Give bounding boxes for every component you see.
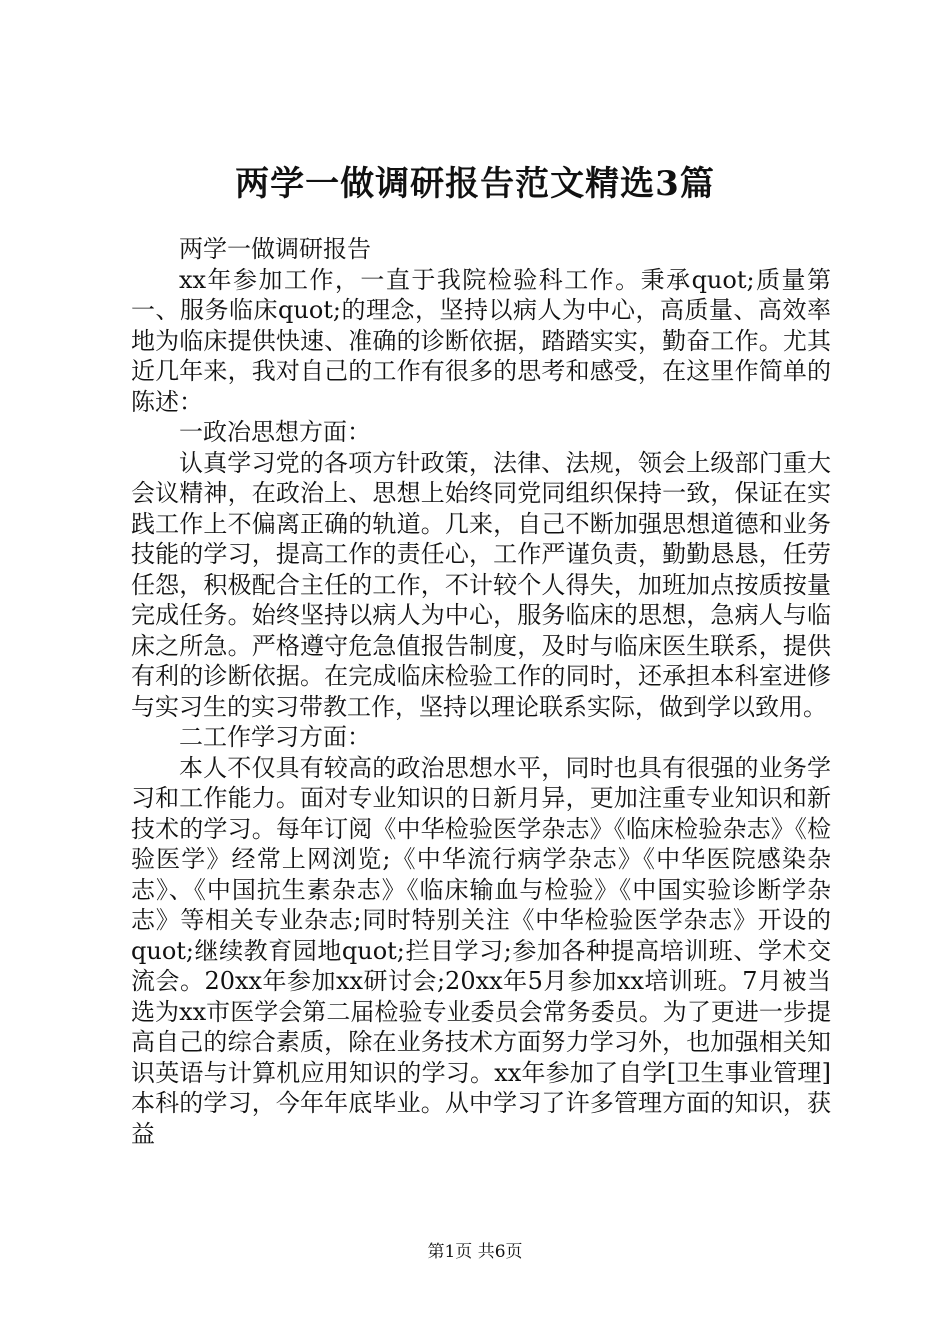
page-number-footer: 第1页 共6页 — [427, 1242, 523, 1262]
section-heading-work-study: 二工作学习方面： — [179, 723, 371, 751]
section-heading-politics: 一政冶思想方面： — [179, 418, 371, 446]
paragraph-subtitle: 两学一做调研报告 — [179, 235, 371, 263]
paragraph-intro: xx年参加工作，一直于我院检验科工作。秉承quot;质量第一、服务临床quot;的理念，坚持以病人为中心，高质量、高效率地为临床提供快速、准确的诊断依据，踏踏实实，勤奋工作。尤其近几年来，我对自己的工作有很多的思考和感受，在这里作简单的陈述： — [131, 265, 831, 416]
paragraph-work-study: 本人不仅具有较高的政治思想水平，同时也具有很强的业务学习和工作能力。面对专业知识的日新月异，更加注重专业知识和新技术的学习。每年订阅《中华检验医学杂志》《临床检验杂志》《检验医学》经常上网浏览;《中华流行病学杂志》《中华医院感染杂志》、《中国抗生素杂志》《临床输血与检验》《中国实验诊断学杂志》等相关专业杂志;同时特别关注《中华检验医学杂志》开设的quot;继续教育园地quot;拦目学习;参加各种提高培训班、学术交流会。20xx年参加xx研讨会;20xx年5月参加xx培训班。7月被当选为xx市医学会第二届检验专业委员会常务委员。为了更进一步提高自己的综合素质，除在业务技术方面努力学习外，也加强相关知识英语与计算机应用知识的学习。xx年参加了自学[卫生事业管理]本科的学习，今年年底毕业。从中学习了许多管理方面的知识，获益 — [131, 753, 831, 1148]
paragraph-politics: 认真学习党的各项方针政策，法律、法规，领会上级部门重大会议精神，在政治上、思想上始终同党同组织保持一致，保证在实践工作上不偏离正确的轨道。几来，自己不断加强思想道德和业务技能的学习，提高工作的责任心，工作严谨负责，勤勤恳恳，任劳任怨，积极配合主任的工作，不计较个人得失，加班加点按质按量完成任务。始终坚持以病人为中心，服务临床的思想，急病人与临床之所急。严格遵守危急值报告制度，及时与临床医生联系，提供有利的诊断依据。在完成临床检验工作的同时，还承担本科室进修与实习生的实习带教工作，坚持以理论联系实际，做到学以致用。 — [131, 448, 831, 721]
document-body — [131, 234, 831, 1149]
document-title: 两学一做调研报告范文精选3篇 — [235, 164, 715, 204]
